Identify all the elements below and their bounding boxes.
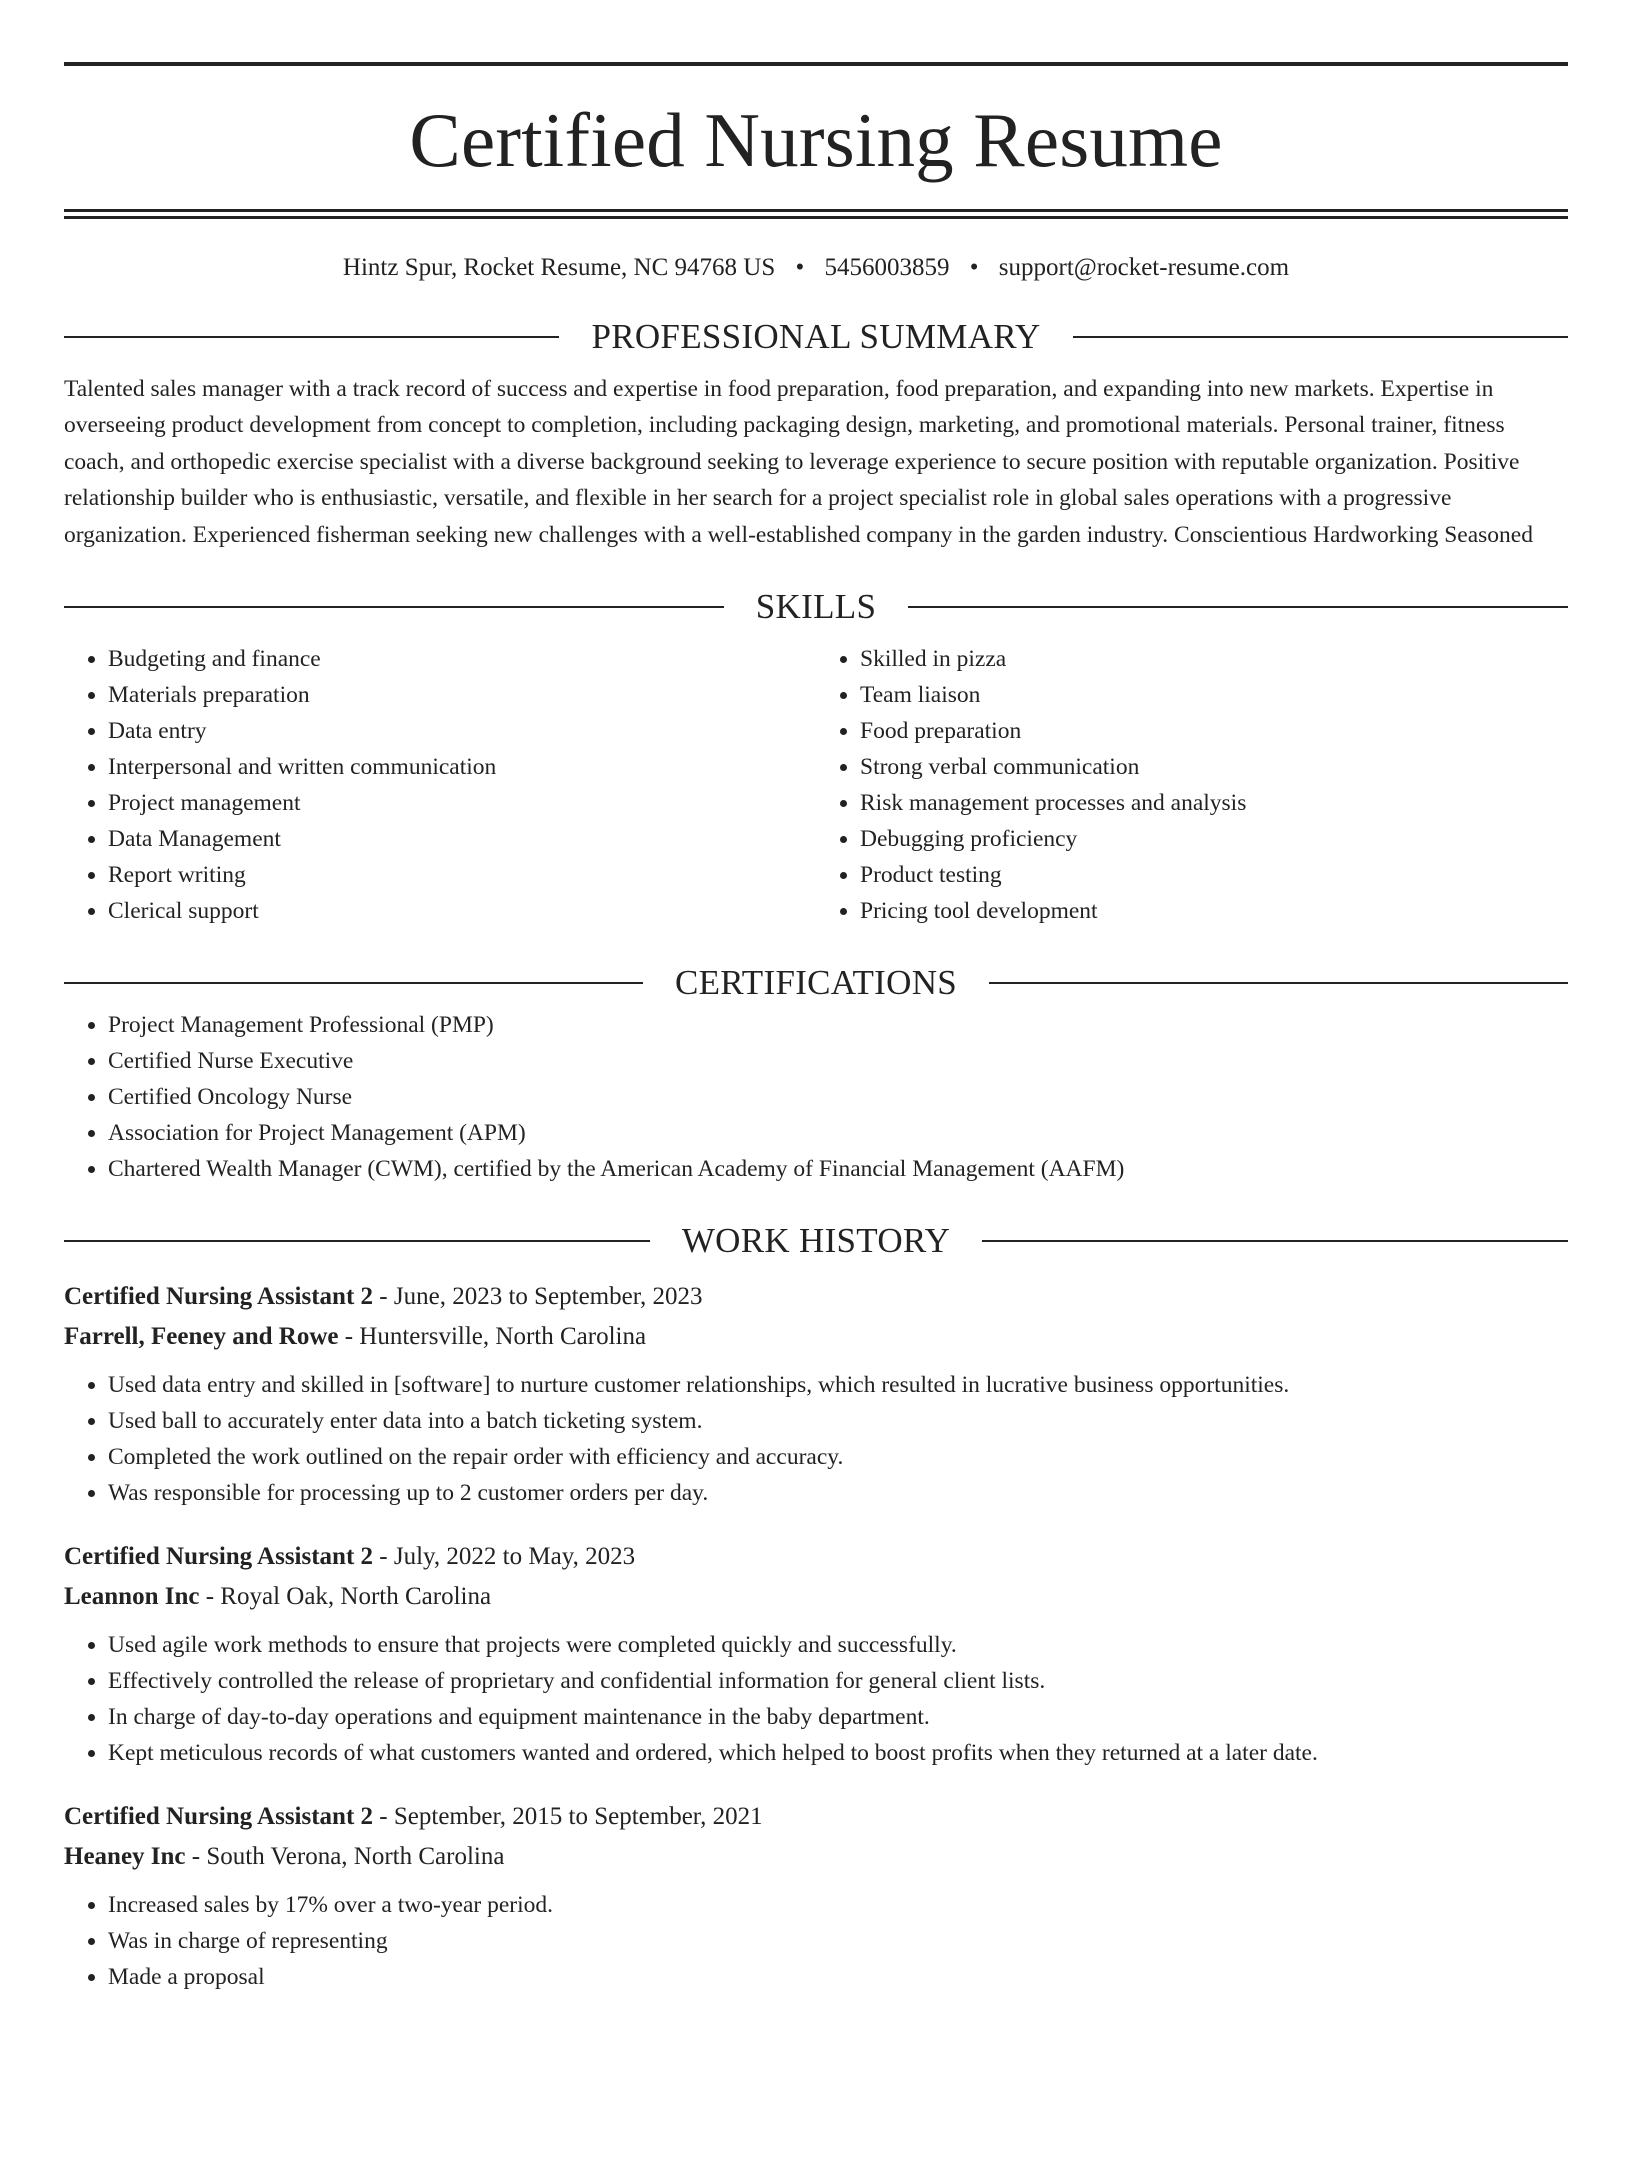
- skill-item: • Clerical support: [108, 893, 816, 929]
- section-heading-work-history: [64, 1217, 1568, 1265]
- section-title: SKILLS: [755, 587, 877, 627]
- skill-item: • Skilled in pizza: [860, 641, 1568, 677]
- job-entry: [64, 1797, 1568, 1995]
- job-company-line: [64, 1577, 1568, 1617]
- skill-item: • Strong verbal communication: [860, 749, 1568, 785]
- skill-item: • Budgeting and finance: [108, 641, 816, 677]
- skills-list-left: [64, 641, 816, 929]
- job-company-line: [64, 1837, 1568, 1877]
- contact-phone: 5456003859: [824, 254, 950, 281]
- skill-item: • Pricing tool development: [860, 893, 1568, 929]
- skill-item: • Food preparation: [860, 713, 1568, 749]
- contact-address: Hintz Spur, Rocket Resume, NC 94768 US: [342, 254, 776, 281]
- certification-item: • Certified Nurse Executive: [108, 1043, 1568, 1079]
- job-bullets: [64, 1887, 1568, 1995]
- job-bullet: • Was in charge of representing: [108, 1923, 1568, 1959]
- job-dates: - July, 2022 to May, 2023: [373, 1543, 636, 1571]
- summary-text: Talented sales manager with a track record of success and expertise in food preparation, food preparation, and expanding into new markets. Expertise in overseeing product development from concept to completion, including packaging design, marketing, and promotional materials. Personal trainer, fitness coach, and orthopedic exercise specialist with a diverse background seeking to leverage experience to secure position with reputable organization. Positive relationship builder who is enthusiastic, versatile, and flexible in her search for a project specialist role in global sales operations with a progressive organization. Experienced fisherman seeking new challenges with a well-established company in the garden industry. Conscientious Hardworking Seasoned: [64, 376, 1533, 548]
- job-bullets: [64, 1627, 1568, 1771]
- job-title-line: [64, 1277, 1568, 1317]
- section-title: PROFESSIONAL SUMMARY: [591, 317, 1041, 356]
- title-double-rule: [64, 209, 1568, 219]
- heading-rule-right: [982, 1240, 1568, 1242]
- job-bullet: • Made a proposal: [108, 1959, 1568, 1995]
- job-entry: [64, 1537, 1568, 1771]
- certification-item: • Certified Oncology Nurse: [108, 1079, 1568, 1115]
- skill-item: • Report writing: [108, 857, 816, 893]
- job-title: Certified Nursing Assistant 2: [64, 1283, 374, 1311]
- section-title: WORK HISTORY: [681, 1221, 951, 1261]
- section-heading-skills: [64, 583, 1568, 631]
- skill-item: • Data Management: [108, 821, 816, 857]
- job-location: - Royal Oak, North Carolina: [199, 1583, 492, 1611]
- job-bullet: • Used agile work methods to ensure that projects were completed quickly and successfully.: [108, 1627, 1568, 1663]
- job-bullet: • Increased sales by 17% over a two-year period.: [108, 1887, 1568, 1923]
- skill-item: • Materials preparation: [108, 677, 816, 713]
- job-title-line: [64, 1797, 1568, 1837]
- job-entry: [64, 1277, 1568, 1511]
- skills-list-right: [816, 641, 1568, 929]
- resume-page: [0, 62, 1632, 2174]
- job-bullet: • Effectively controlled the release of proprietary and confidential information for general client lists.: [108, 1663, 1568, 1699]
- job-dates: - June, 2023 to September, 2023: [373, 1283, 703, 1311]
- job-bullet: • Was responsible for processing up to 2 customer orders per day.: [108, 1475, 1568, 1511]
- job-bullets: [64, 1367, 1568, 1511]
- job-bullet: • Used data entry and skilled in [software] to nurture customer relationships, which resulted in lucrative business opportunities.: [108, 1367, 1568, 1403]
- job-title-line: [64, 1537, 1568, 1577]
- job-company-line: [64, 1317, 1568, 1357]
- skills-column-left: [64, 641, 816, 929]
- skill-item: • Data entry: [108, 713, 816, 749]
- skills-column-right: [816, 641, 1568, 929]
- job-title: Certified Nursing Assistant 2: [64, 1803, 374, 1831]
- skill-item: • Debugging proficiency: [860, 821, 1568, 857]
- certification-item: • Project Management Professional (PMP): [108, 1007, 1568, 1043]
- certification-item: • Chartered Wealth Manager (CWM), certified by the American Academy of Financial Management (AAFM): [108, 1151, 1568, 1187]
- job-company: Heaney Inc: [64, 1843, 186, 1871]
- heading-rule-right: [989, 982, 1568, 984]
- heading-rule-right: [908, 606, 1568, 608]
- contact-separator: •: [969, 254, 979, 281]
- resume-title: Certified Nursing Resume: [409, 97, 1223, 183]
- heading-rule-right: [1073, 336, 1568, 338]
- job-dates: - September, 2015 to September, 2021: [373, 1803, 763, 1831]
- job-company: Leannon Inc: [64, 1583, 200, 1611]
- section-title: CERTIFICATIONS: [674, 963, 958, 1003]
- job-bullet: • Kept meticulous records of what customers wanted and ordered, which helped to boost profits when they returned at a later date.: [108, 1735, 1568, 1771]
- job-bullet: • Used ball to accurately enter data into a batch ticketing system.: [108, 1403, 1568, 1439]
- heading-rule-left: [64, 336, 559, 338]
- contact-email: support@rocket-resume.com: [998, 254, 1290, 281]
- contact-line: [64, 253, 1568, 283]
- heading-rule-left: [64, 1240, 650, 1242]
- skill-item: • Product testing: [860, 857, 1568, 893]
- certification-item: • Association for Project Management (APM): [108, 1115, 1568, 1151]
- skill-item: • Risk management processes and analysis: [860, 785, 1568, 821]
- section-heading-summary: [64, 313, 1568, 361]
- heading-rule-left: [64, 606, 724, 608]
- contact-separator: •: [795, 254, 805, 281]
- section-heading-certifications: [64, 959, 1568, 1007]
- job-title: Certified Nursing Assistant 2: [64, 1543, 374, 1571]
- skill-item: • Project management: [108, 785, 816, 821]
- job-bullet: • In charge of day-to-day operations and equipment maintenance in the baby department.: [108, 1699, 1568, 1735]
- certifications-list: [64, 1007, 1568, 1187]
- job-location: - South Verona, North Carolina: [185, 1843, 505, 1871]
- job-bullet: • Completed the work outlined on the repair order with efficiency and accuracy.: [108, 1439, 1568, 1475]
- skill-item: • Interpersonal and written communication: [108, 749, 816, 785]
- job-company: Farrell, Feeney and Rowe: [64, 1323, 339, 1351]
- heading-rule-left: [64, 982, 643, 984]
- skill-item: • Team liaison: [860, 677, 1568, 713]
- skills-grid: [64, 641, 1568, 929]
- job-location: - Huntersville, North Carolina: [338, 1323, 647, 1351]
